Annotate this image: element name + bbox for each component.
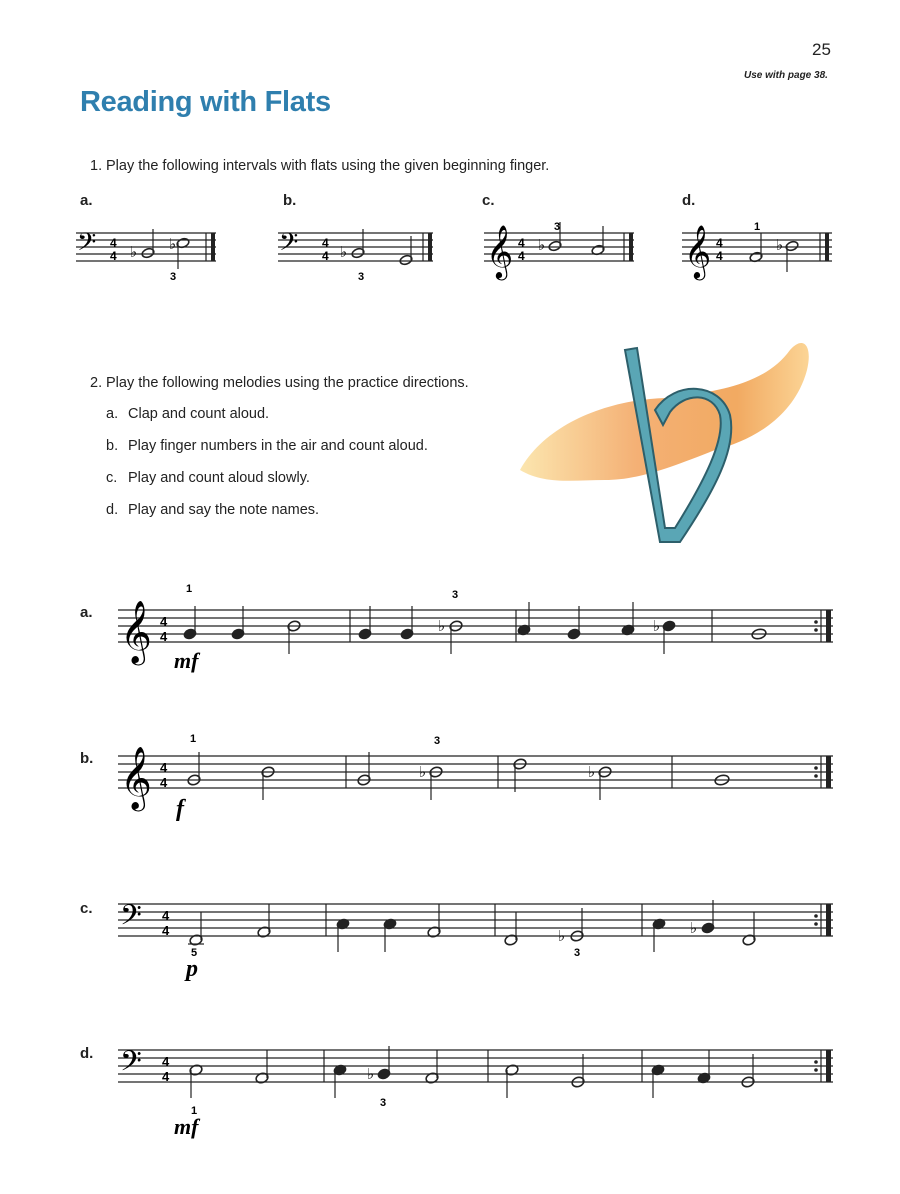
bass-clef-icon: 𝄢 [77,228,97,263]
interval-label-c: c. [482,192,495,209]
finger-number: 1 [191,1105,198,1117]
interval-label-b: b. [283,192,297,209]
direction-text: Play finger numbers in the air and count aloud. [128,438,428,454]
direction-label: c. [106,470,118,486]
exercise-2-text: Play the following melodies using the practice directions. [106,375,469,391]
interval-label-a: a. [80,192,93,209]
finger-number: 5 [191,947,198,959]
flat-sign: ♭ [588,764,596,781]
dynamic-marking: mf [174,1114,199,1139]
flat-sign-illustration [515,330,815,570]
time-sig-top: 4 [160,614,168,629]
direction-label: a. [106,406,119,422]
melody-staff-b [118,724,838,824]
melody-label-c: c. [80,900,93,917]
time-sig-top: 4 [110,236,117,250]
direction-label: d. [106,502,119,518]
exercise-1-text: Play the following intervals with flats using the given beginning finger. [106,158,550,174]
bass-clef-icon: 𝄢 [120,1045,142,1085]
finger-number: 3 [434,735,441,747]
flat-sign: ♭ [538,237,546,254]
finger-number: 3 [554,221,561,233]
flat-sign: ♭ [653,618,661,635]
time-sig-top: 4 [162,1054,170,1069]
interval-staff-b [278,205,438,285]
finger-number: 3 [452,589,459,601]
melody-label-a: a. [80,604,93,621]
finger-number: 3 [170,271,177,283]
time-sig-bottom: 4 [160,629,168,644]
flat-sign: ♭ [419,764,427,781]
finger-number: 3 [574,947,581,959]
exercise-2-number: 2. [90,375,103,391]
time-sig-top: 4 [160,760,168,775]
treble-clef-icon: 𝄞 [486,224,514,278]
direction-text: Play and count aloud slowly. [128,470,310,486]
dynamic-marking: f [176,796,184,822]
finger-number: 1 [190,733,197,745]
melody-staff-d [118,1018,838,1146]
melody-staff-a [118,578,838,678]
time-sig-bottom: 4 [110,249,117,263]
treble-clef-icon: 𝄞 [684,224,712,278]
exercise-1-number: 1. [90,158,103,174]
treble-clef-icon: 𝄞 [120,746,152,809]
finger-number: 3 [358,271,365,283]
time-sig-top: 4 [518,236,525,250]
time-sig-bottom: 4 [322,249,329,263]
time-sig-bottom: 4 [716,249,723,263]
finger-number: 1 [754,221,761,233]
melody-label-d: d. [80,1045,94,1062]
direction-text: Play and say the note names. [128,502,320,518]
page-reference-note: Use with page 38. [744,70,828,81]
page-number: 25 [812,40,831,59]
finger-number: 1 [186,583,193,595]
finger-number: 3 [380,1097,387,1109]
direction-text: Clap and count aloud. [128,406,270,422]
flat-sign: ♭ [130,244,138,261]
melody-staff-c [118,872,838,982]
flat-sign: ♭ [169,236,177,253]
melody-label-b: b. [80,750,94,767]
direction-label: b. [106,438,119,454]
flat-sign: ♭ [367,1066,375,1083]
time-sig-top: 4 [716,236,723,250]
time-sig-top: 4 [322,236,329,250]
interval-staff-a [76,205,221,285]
time-sig-top: 4 [162,908,170,923]
interval-staff-d [682,205,837,300]
time-sig-bottom: 4 [162,1069,170,1084]
flat-sign: ♭ [776,237,784,254]
dynamic-marking: mf [174,648,199,673]
time-sig-bottom: 4 [518,249,525,263]
page-title: Reading with Flats [80,86,331,118]
time-sig-bottom: 4 [162,923,170,938]
time-sig-bottom: 4 [160,775,168,790]
flat-sign: ♭ [340,244,348,261]
interval-label-d: d. [682,192,696,209]
dynamic-marking: p [186,956,198,982]
interval-staff-c [484,205,639,300]
flat-sign: ♭ [690,920,698,937]
flat-sign: ♭ [558,928,566,945]
bass-clef-icon: 𝄢 [279,228,299,263]
bass-clef-icon: 𝄢 [120,899,142,939]
flat-sign: ♭ [438,618,446,635]
treble-clef-icon: 𝄞 [120,600,152,663]
